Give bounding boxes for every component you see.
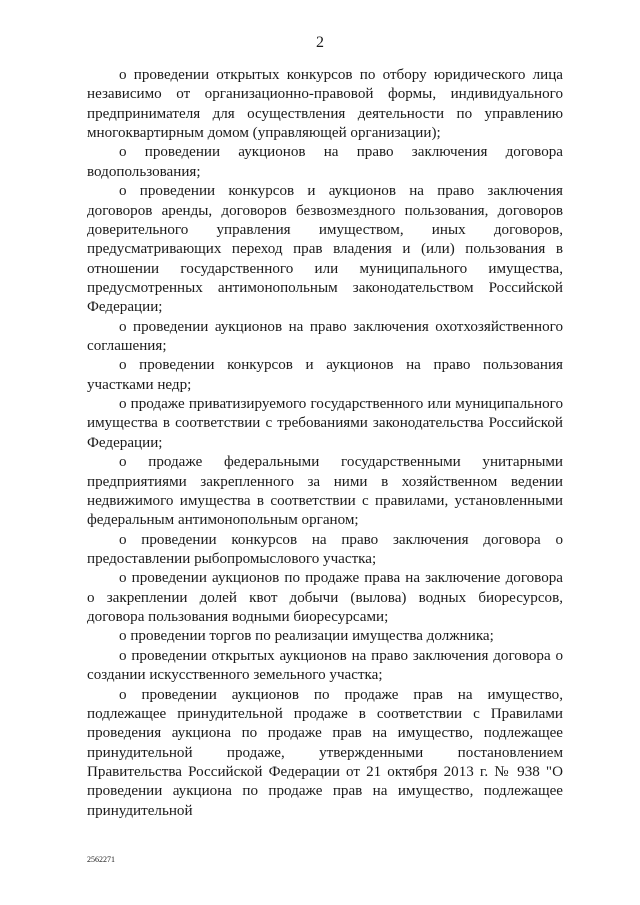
paragraph-fishing-quota-auctions: о проведении аукционов по продаже права на заключение договора о закреплении долей квот добычи (вылова) водных биоресурсов, договора пользования водными биоресурсами;	[87, 570, 563, 626]
paragraph-forced-sale-rights-auctions: о проведении аукционов по продаже прав на имущество, подлежащее принудительной продаже в соответствии с Правилами проведения аукциона по продаже прав на имущество, подлежащее принудительной продаже, утвержденными постановлением Правительства Российской Федерации от 21 октября 2013 г. № 938 "О проведении аукциона по продаже прав на имущество, подлежащее принудительной	[87, 686, 563, 819]
page-number: 2	[316, 34, 324, 51]
paragraph-artificial-land-plot-auctions: о проведении открытых аукционов на право заключения договора о создании искусственного земельного участка;	[87, 647, 563, 684]
paragraph-debtor-property-auctions: о проведении торгов по реализации имущества должника;	[119, 628, 494, 645]
paragraph-federal-enterprise-real-estate-sale: о продаже федеральными государственными унитарными предприятиями закрепленного за ними в хозяйственном ведении недвижимого имущества в соответствии с правилами, установленными федеральным антимонопольным органом;	[87, 454, 563, 529]
paragraph-open-competitions-housing: о проведении открытых конкурсов по отбору юридического лица независимо от организационно-правовой формы, индивидуального предпринимателя для осуществления деятельности по управлению многоквартирным домом (управляющей организации);	[87, 67, 563, 142]
paragraph-fishing-site-competitions: о проведении конкурсов на право заключения договора о предоставлении рыбопромыслового участка;	[87, 531, 563, 567]
paragraph-water-use-auctions: о проведении аукционов на право заключения договора водопользования;	[87, 144, 563, 180]
paragraph-subsoil-use-tenders: о проведении конкурсов и аукционов на право пользования участками недр;	[87, 357, 563, 393]
document-footer-code: 2562271	[87, 855, 115, 864]
paragraph-hunting-agreement-auctions: о проведении аукционов на право заключения охотхозяйственного соглашения;	[87, 318, 563, 355]
paragraph-property-lease-tenders: о проведении конкурсов и аукционов на право заключения договоров аренды, договоров безвозмездного пользования, договоров доверительного управления имуществом, иных договоров, предусматривающих переход прав владения и (или) пользования в отношении государственного или муниципального имущества, предусмотренных антимонопольным законодательством Российской Федерации;	[87, 183, 563, 316]
paragraph-privatized-property-sale: о продаже приватизируемого государственного или муниципального имущества в соответствии с требованиями законодательства Российской Федерации;	[87, 396, 563, 451]
document-body	[87, 66, 563, 821]
